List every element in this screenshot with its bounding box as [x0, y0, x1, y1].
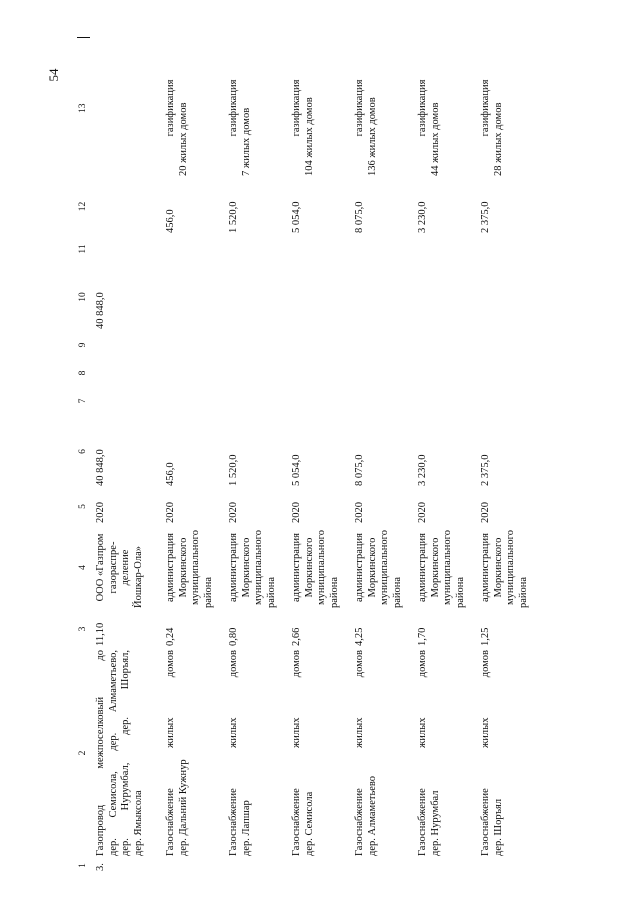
header-cell: 5	[78, 504, 88, 509]
total-cost: 3 230,0	[417, 454, 428, 486]
pipeline-length: 1,70	[417, 627, 428, 646]
expected-result-line: газификация	[417, 79, 428, 137]
investment-program-table	[77, 38, 543, 874]
customer	[480, 525, 543, 610]
header-cell: 11	[78, 244, 88, 254]
object-name	[417, 648, 480, 858]
expected-result	[354, 38, 417, 178]
header-cell: 3	[78, 626, 88, 632]
table-row	[95, 38, 165, 873]
empty-cell	[165, 359, 228, 387]
empty-cell	[354, 387, 417, 415]
total-cost: 40 848,0	[95, 449, 106, 486]
empty-cell	[165, 331, 228, 359]
total-cost: 2 375,0	[480, 454, 491, 486]
customer-line: Моркинского	[303, 537, 315, 598]
customer-line: района	[517, 576, 529, 608]
object-name-line: Газоснабжение жилых домов	[480, 650, 491, 856]
table-row	[165, 38, 228, 873]
expected-result-line: газификация	[480, 79, 491, 137]
customer-line: муниципального	[253, 530, 264, 605]
customer	[228, 525, 291, 610]
empty-cell	[95, 235, 165, 263]
expected-result-line: 28 жилых домов	[492, 102, 504, 176]
object-name-line: дер. Семисола, дер. Алмаметьево,	[107, 650, 119, 856]
table-row	[354, 38, 417, 873]
municipal-funds: 8 075,0	[354, 201, 365, 233]
customer-line: муниципального	[316, 530, 327, 605]
object-name-line: Газоснабжение жилых домов	[291, 650, 302, 856]
empty-cell	[228, 359, 291, 387]
empty-cell	[480, 235, 543, 263]
expected-result	[417, 38, 480, 178]
empty-cell	[165, 235, 228, 263]
federal-funds	[165, 263, 228, 331]
total-cost: 1 520,0	[228, 454, 239, 486]
customer-line: Йошкар-Ола»	[132, 545, 144, 608]
header-cell: 4	[78, 565, 88, 570]
federal-funds: 40 848,0	[95, 292, 106, 329]
municipal-funds: 1 520,0	[228, 201, 239, 233]
customer-line: ООО «Газпром	[95, 533, 106, 602]
customer-line: Моркинского	[366, 537, 378, 598]
object-name-line: дер. Нурумбал, дер. Шоръял,	[120, 650, 131, 856]
header-cell: 13	[77, 38, 90, 178]
table-row	[480, 38, 543, 873]
object-name-line: дер. Нурумбал	[429, 790, 441, 856]
customer	[291, 525, 354, 610]
customer-line: администрация	[228, 533, 239, 602]
header-cell: 2	[78, 750, 88, 756]
header-cell: 6	[78, 449, 88, 454]
year: 2020	[417, 502, 428, 523]
customer	[95, 525, 165, 610]
empty-cell	[228, 331, 291, 359]
empty-cell	[354, 359, 417, 387]
year: 2020	[480, 502, 491, 523]
header-cell: 10	[78, 292, 88, 302]
empty-cell	[417, 331, 480, 359]
rotated-table-sheet	[77, 38, 531, 873]
customer-line: деление	[120, 549, 131, 586]
empty-cell	[228, 387, 291, 415]
expected-result-line: газификация	[291, 79, 302, 137]
table-row	[228, 38, 291, 873]
municipal-funds: 456,0	[165, 209, 176, 233]
expected-result-line: 7 жилых домов	[240, 107, 252, 176]
municipal-funds	[95, 178, 165, 235]
row-number	[354, 858, 417, 873]
total-cost: 8 075,0	[354, 454, 365, 486]
expected-result-line: газификация	[165, 79, 176, 137]
customer-line: администрация	[165, 533, 176, 602]
empty-cell	[291, 359, 354, 387]
customer-line: администрация	[354, 533, 365, 602]
customer-line: Моркинского	[429, 537, 441, 598]
municipal-funds: 3 230,0	[417, 201, 428, 233]
expected-result	[480, 38, 543, 178]
expected-result	[165, 38, 228, 178]
expected-result	[95, 38, 165, 178]
empty-cell	[95, 331, 165, 359]
customer-line: муниципального	[505, 530, 516, 605]
federal-funds	[228, 263, 291, 331]
pipeline-length: 11,10	[95, 622, 106, 646]
object-name-line: Газоснабжение жилых домов	[165, 650, 176, 856]
customer-line: района	[265, 576, 277, 608]
header-cell: 1	[78, 863, 88, 868]
object-name	[354, 648, 417, 858]
object-name	[165, 648, 228, 858]
object-name-line: дер. Лапшар	[240, 800, 252, 856]
customer-line: газораспре-	[107, 541, 119, 594]
empty-cell	[354, 331, 417, 359]
header-cell: 7	[78, 398, 88, 404]
total-cost: 5 054,0	[291, 454, 302, 486]
expected-result-line: 104 жилых домов	[303, 97, 315, 176]
object-name-line: дер. Ямыксола	[132, 790, 144, 856]
customer-line: Моркинского	[177, 537, 189, 598]
empty-cell	[480, 359, 543, 387]
customer-line: администрация	[417, 533, 428, 602]
pipeline-length: 0,80	[228, 627, 239, 646]
customer-line: района	[202, 576, 214, 608]
expected-result-line: 20 жилых домов	[177, 102, 189, 176]
row-number	[228, 858, 291, 873]
year: 2020	[165, 502, 176, 523]
page-number: 54	[46, 68, 61, 82]
row-number	[480, 858, 543, 873]
year: 2020	[228, 502, 239, 523]
expected-result-line: газификация	[354, 79, 365, 137]
empty-cell	[417, 359, 480, 387]
federal-funds	[354, 263, 417, 331]
federal-funds	[291, 263, 354, 331]
customer	[354, 525, 417, 610]
customer-line: района	[328, 576, 340, 608]
expected-result	[228, 38, 291, 178]
customer-line: Моркинского	[492, 537, 504, 598]
header-cell: 12	[78, 201, 88, 212]
object-name-line: Газопровод межпоселковый до	[95, 650, 106, 856]
customer-line: Моркинского	[240, 537, 252, 598]
total-cost: 456,0	[165, 462, 176, 486]
row-number	[417, 858, 480, 873]
customer	[417, 525, 480, 610]
empty-cell	[417, 387, 480, 415]
table-row	[291, 38, 354, 873]
customer-line: администрация	[480, 533, 491, 602]
object-name	[291, 648, 354, 858]
pipeline-length: 1,25	[480, 627, 491, 646]
empty-cell	[95, 387, 165, 415]
table-row	[417, 38, 480, 873]
column-number-header	[77, 38, 90, 873]
empty-cell	[291, 387, 354, 415]
empty-cell	[95, 359, 165, 387]
municipal-funds: 2 375,0	[480, 201, 491, 233]
row-number: 3.	[95, 863, 106, 871]
object-name	[95, 648, 165, 858]
object-name	[480, 648, 543, 858]
year: 2020	[95, 502, 106, 523]
empty-cell	[165, 387, 228, 415]
pipeline-length: 2,66	[291, 627, 302, 646]
object-name-line: дер. Алмаметьево	[366, 775, 378, 856]
row-number	[291, 858, 354, 873]
object-name-line: Газоснабжение жилых домов	[354, 650, 365, 856]
header-cell: 8	[78, 370, 88, 376]
customer-line: района	[391, 576, 403, 608]
row-number	[165, 858, 228, 873]
object-name	[228, 648, 291, 858]
customer-line: муниципального	[190, 530, 201, 605]
customer-line: района	[454, 576, 466, 608]
customer-line: администрация	[291, 533, 302, 602]
municipal-funds: 5 054,0	[291, 201, 302, 233]
expected-result	[291, 38, 354, 178]
year: 2020	[354, 502, 365, 523]
pipeline-length: 4,25	[354, 627, 365, 646]
header-cell: 9	[78, 342, 88, 348]
object-name-line: Газоснабжение жилых домов	[417, 650, 428, 856]
empty-cell	[480, 387, 543, 415]
expected-result-line: 44 жилых домов	[429, 102, 441, 176]
year: 2020	[291, 502, 302, 523]
federal-funds	[480, 263, 543, 331]
empty-cell	[291, 235, 354, 263]
expected-result-line: 136 жилых домов	[366, 97, 378, 176]
object-name-line: дер. Семисола	[303, 791, 315, 856]
customer-line: муниципального	[442, 530, 453, 605]
object-name-line: дер. Дальний Кужнур	[177, 759, 189, 856]
object-name-line: дер. Шоръял	[492, 798, 504, 856]
empty-cell	[291, 331, 354, 359]
federal-funds	[417, 263, 480, 331]
empty-cell	[354, 235, 417, 263]
empty-cell	[480, 331, 543, 359]
empty-cell	[417, 235, 480, 263]
expected-result-line: газификация	[228, 79, 239, 137]
object-name-line: Газоснабжение жилых домов	[228, 650, 239, 856]
customer	[165, 525, 228, 610]
customer-line: муниципального	[379, 530, 390, 605]
empty-cell	[228, 235, 291, 263]
pipeline-length: 0,24	[165, 627, 176, 646]
